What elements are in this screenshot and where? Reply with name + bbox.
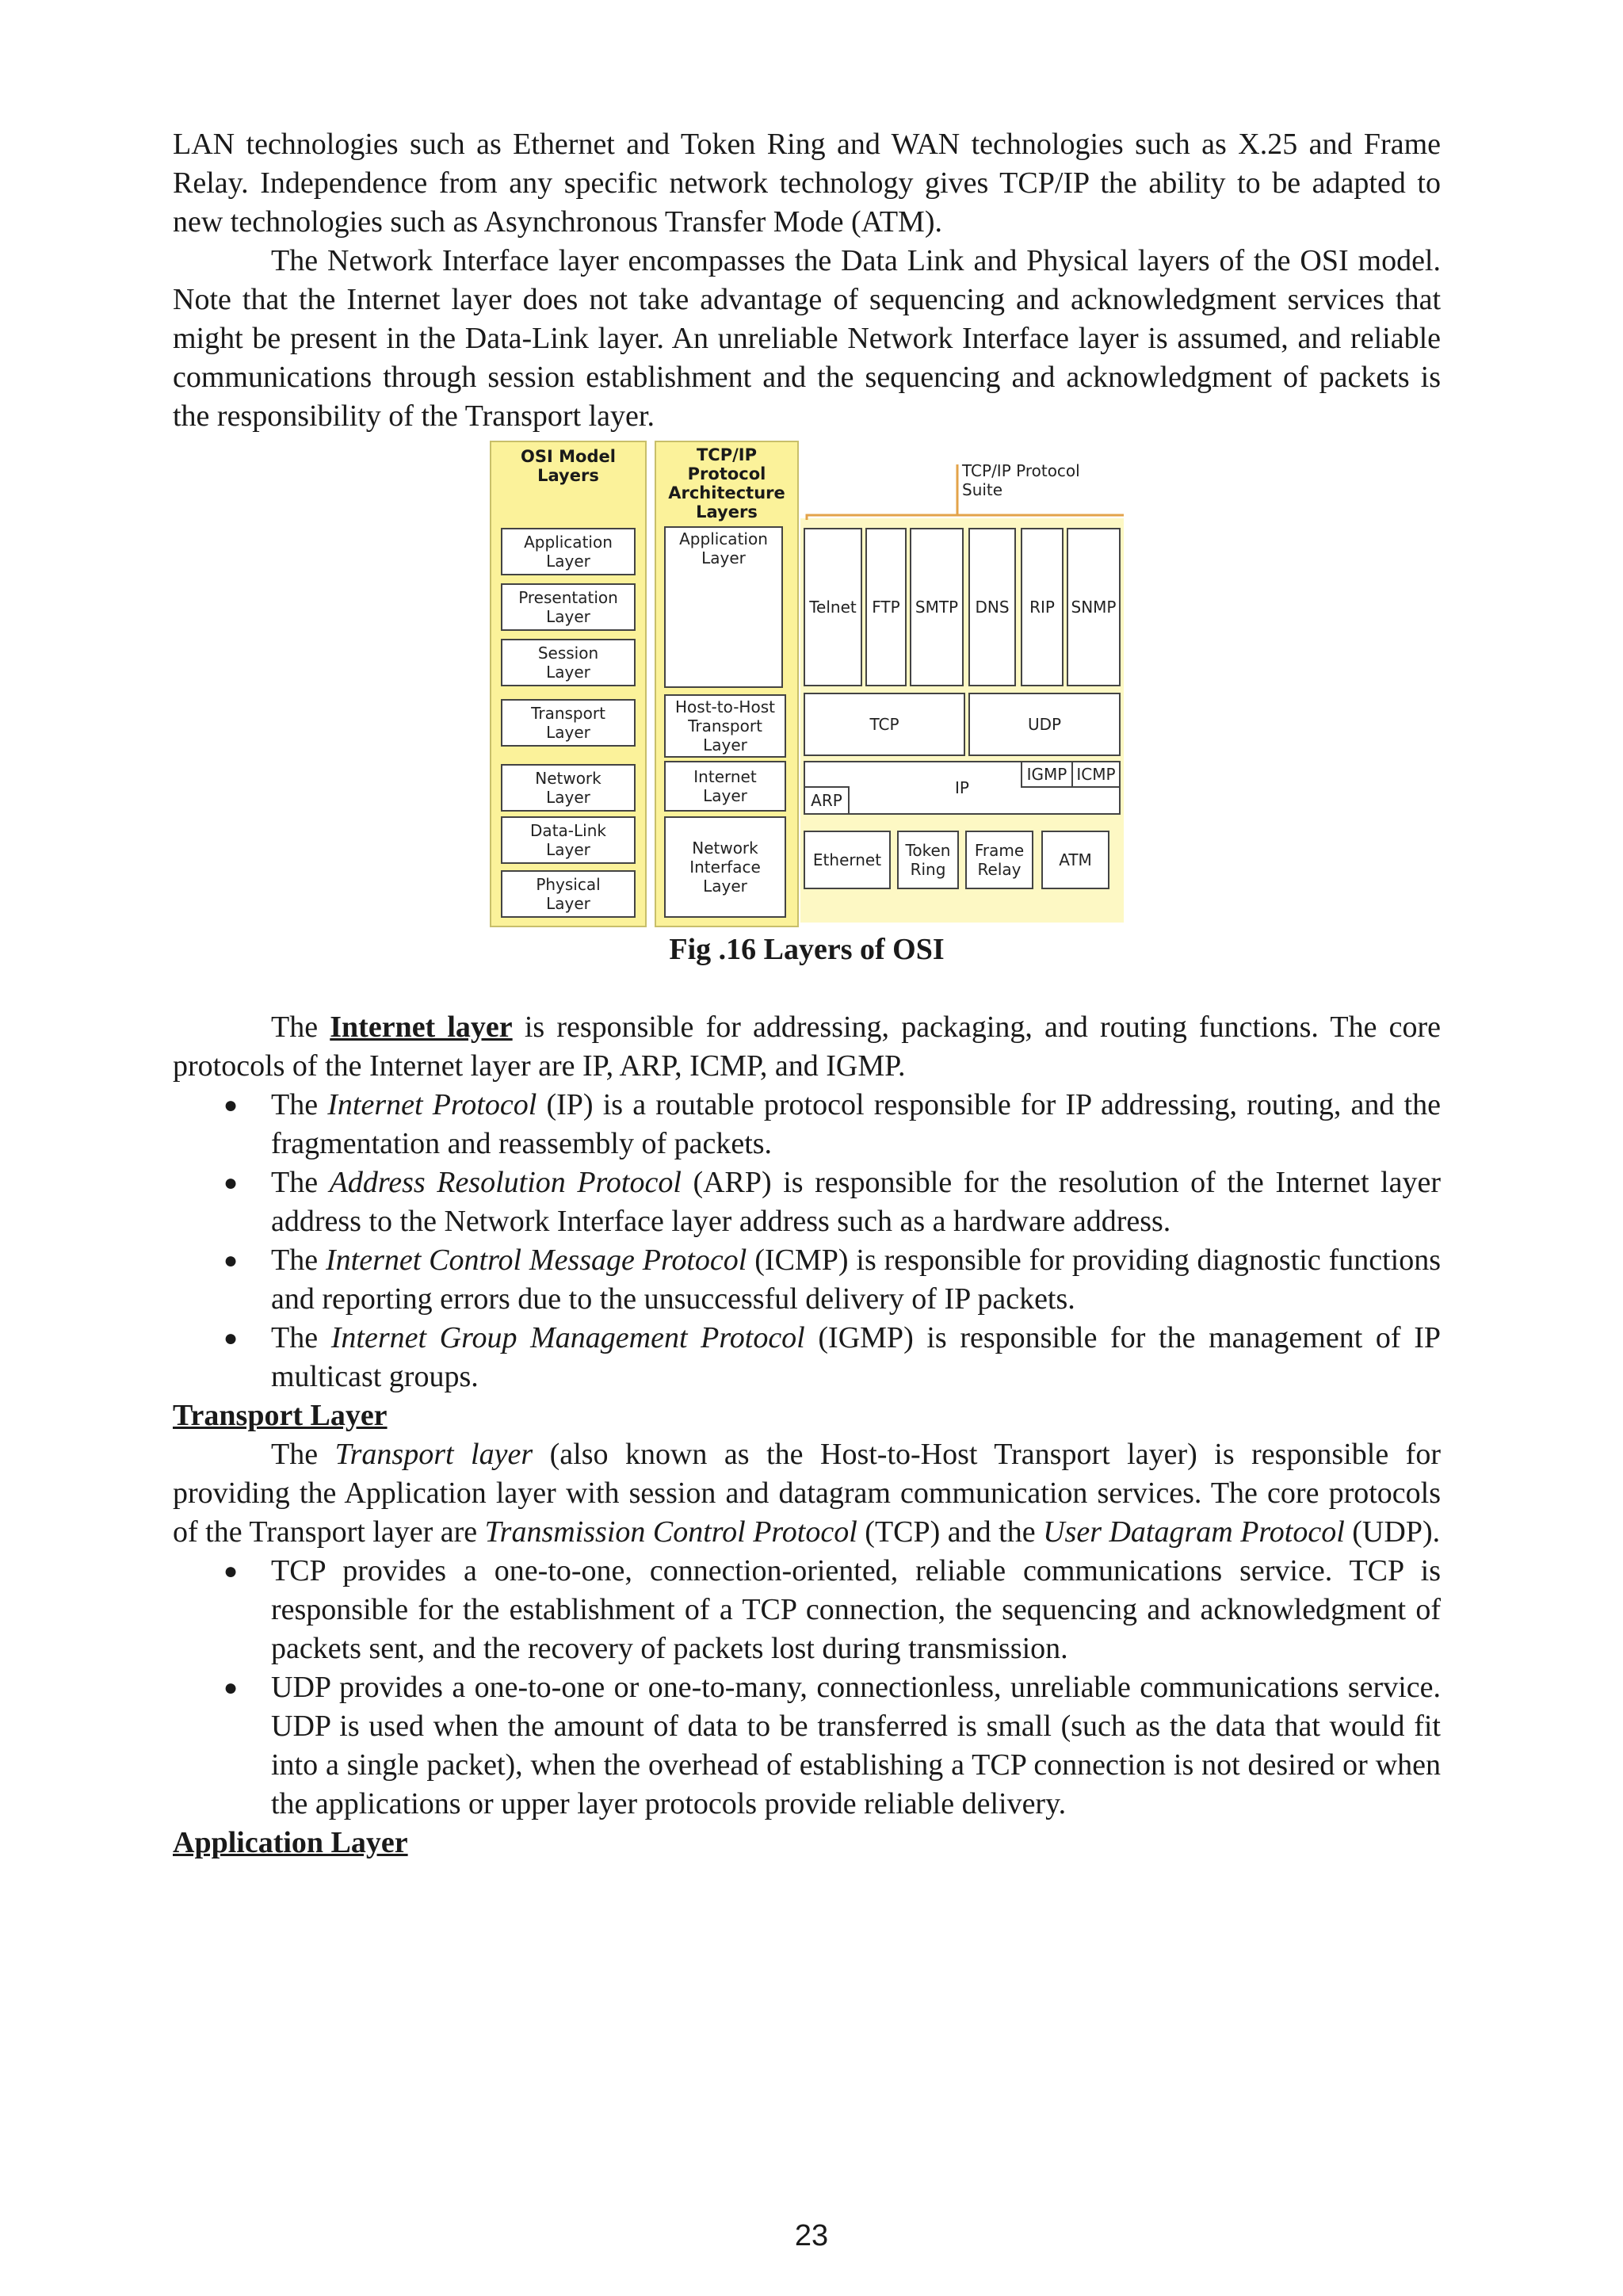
osi-tcpip-figure [490, 441, 1124, 929]
osi-layer-network: Network Layer [501, 764, 636, 812]
protocol-dns: DNS [968, 528, 1016, 686]
bullet-dot: ● [223, 1558, 239, 1584]
bullet-udp [173, 1668, 1441, 1824]
bullet-pre: The [271, 1166, 330, 1199]
bullet-icmp [173, 1241, 1441, 1319]
bullet-dot: ● [223, 1325, 239, 1351]
spacer [173, 969, 1441, 1008]
osi-column-title: OSI Model Layers [521, 447, 616, 485]
bullet-dot: ● [223, 1675, 239, 1701]
tcpip-layer-transport: Host-to-Host Transport Layer [664, 694, 786, 758]
tcpip-layer-network-interface: Network Interface Layer [664, 816, 786, 918]
tcpip-column-title: TCP/IP Protocol Architecture Layers [668, 445, 785, 521]
paragraph-network-tech: LAN technologies such as Ethernet and Token Ring and WAN technologies such as X.25 and Frame Relay. Independence from any specific network technology gives TCP/IP the ability to be adapted to new technologies such as Asynchronous Transfer Mode (ATM). [173, 128, 1441, 239]
transport-layer-paragraph [173, 1435, 1441, 1552]
protocol-smtp: SMTP [910, 528, 964, 686]
bullet-text: UDP provides a one-to-one or one-to-many, connectionless, unreliable communications service. UDP is used when the amount of data to be transferred is small (such as the data that would fit into a single packet), when the overhead of establishing a TCP connection is not desired or when the applications or upper layer protocols provide reliable delivery. [271, 1671, 1441, 1820]
osi-layer-presentation: Presentation Layer [501, 583, 636, 631]
bullet-dot: ● [223, 1247, 239, 1274]
protocol-ip: IP [804, 761, 1121, 815]
bullet-dot: ● [223, 1170, 239, 1196]
bullet-term: Address Resolution Protocol [329, 1166, 682, 1199]
bullet-term: Internet Control Message Protocol [325, 1244, 747, 1277]
tp-term-tcp: Transmission Control Protocol [484, 1515, 857, 1549]
tp-term-transport-layer: Transport layer [334, 1438, 533, 1471]
protocol-ethernet: Ethernet [804, 831, 891, 889]
intro-pre: The [271, 1010, 330, 1044]
bullet-post: (IGMP) is responsible for the management of IP multicast groups. [271, 1321, 1441, 1393]
osi-layer-application: Application Layer [501, 528, 636, 575]
suite-label: TCP/IP Protocol Suite [962, 461, 1080, 499]
osi-layer-session: Session Layer [501, 639, 636, 686]
bullet-arp [173, 1163, 1441, 1241]
protocol-igmp: IGMP [1021, 761, 1073, 788]
page-number: 23 [794, 2219, 829, 2252]
protocol-atm: ATM [1041, 831, 1109, 889]
transport-layer-heading: Transport Layer [173, 1399, 388, 1432]
protocol-rip: RIP [1021, 528, 1064, 686]
bullet-post: (IP) is a routable protocol responsible for IP addressing, routing, and the fragmentation and reassembly of packets. [271, 1088, 1442, 1160]
document-page [173, 125, 1441, 1862]
bullet-text: TCP provides a one-to-one, connection-oriented, reliable communications service. TCP is responsible for the establishment of a TCP connection, the sequencing and acknowledgment of packets sent, and the recovery of packets lost during transmission. [271, 1554, 1441, 1665]
bullet-term: Internet Protocol [327, 1088, 537, 1121]
protocol-token-ring: Token Ring [897, 831, 959, 889]
bullet-ip [173, 1086, 1441, 1163]
protocol-udp: UDP [968, 693, 1121, 756]
bullet-post: (ICMP) is responsible for providing diagnostic functions and reporting errors due to the unsuccessful delivery of IP packets. [271, 1244, 1442, 1316]
bullet-pre: The [271, 1244, 326, 1277]
paragraph-network-interface: The Network Interface layer encompasses the Data Link and Physical layers of the OSI model. Note that the Internet layer does not take advantage of sequencing and acknowledgment services that might be present in the Data-Link layer. An unreliable Network Interface layer is assumed, and reliable communications through session establishment and the sequencing and acknowledgment of packets is the responsibility of the Transport layer. [173, 244, 1441, 433]
bullet-dot: ● [223, 1092, 239, 1118]
figure-caption: Fig .16 Layers of OSI [669, 933, 945, 966]
bullet-igmp [173, 1319, 1441, 1396]
osi-layer-physical: Physical Layer [501, 870, 636, 918]
tp-mid: (also known as the Host-to-Host Transport layer) is responsible for providing the Application layer with session and datagram communication services. The core protocols of the Transport layer are [173, 1438, 1441, 1549]
protocol-ftp: FTP [865, 528, 907, 686]
protocol-snmp: SNMP [1067, 528, 1121, 686]
protocol-arp: ARP [804, 786, 850, 815]
protocol-frame-relay: Frame Relay [965, 831, 1033, 889]
bullet-term: Internet Group Management Protocol [330, 1321, 805, 1354]
intro-post: is responsible for addressing, packaging, and routing functions. The core protocols of the Internet layer are IP, ARP, ICMP, and IGMP. [173, 1010, 1442, 1083]
protocol-telnet: Telnet [804, 528, 862, 686]
bullet-pre: The [271, 1088, 328, 1121]
tcpip-layer-application: Application Layer [664, 526, 783, 688]
bullet-pre: The [271, 1321, 331, 1354]
tp-mid2: (TCP) and the [857, 1515, 1044, 1549]
internet-layer-intro [173, 1008, 1441, 1086]
osi-layer-data-link: Data-Link Layer [501, 816, 636, 864]
tcpip-layer-internet: Internet Layer [664, 761, 786, 812]
tp-post: (UDP). [1344, 1515, 1441, 1549]
protocol-tcp: TCP [804, 693, 965, 756]
bullet-tcp [173, 1552, 1441, 1668]
bullet-post: (ARP) is responsible for the resolution of the Internet layer address to the Network Interface layer address such as a hardware address. [271, 1166, 1442, 1238]
osi-layer-transport: Transport Layer [501, 699, 636, 747]
tp-term-udp: User Datagram Protocol [1043, 1515, 1345, 1549]
internet-layer-term: Internet layer [330, 1010, 513, 1044]
application-layer-heading: Application Layer [173, 1826, 408, 1859]
protocol-icmp: ICMP [1071, 761, 1121, 788]
tp-pre: The [271, 1438, 335, 1471]
